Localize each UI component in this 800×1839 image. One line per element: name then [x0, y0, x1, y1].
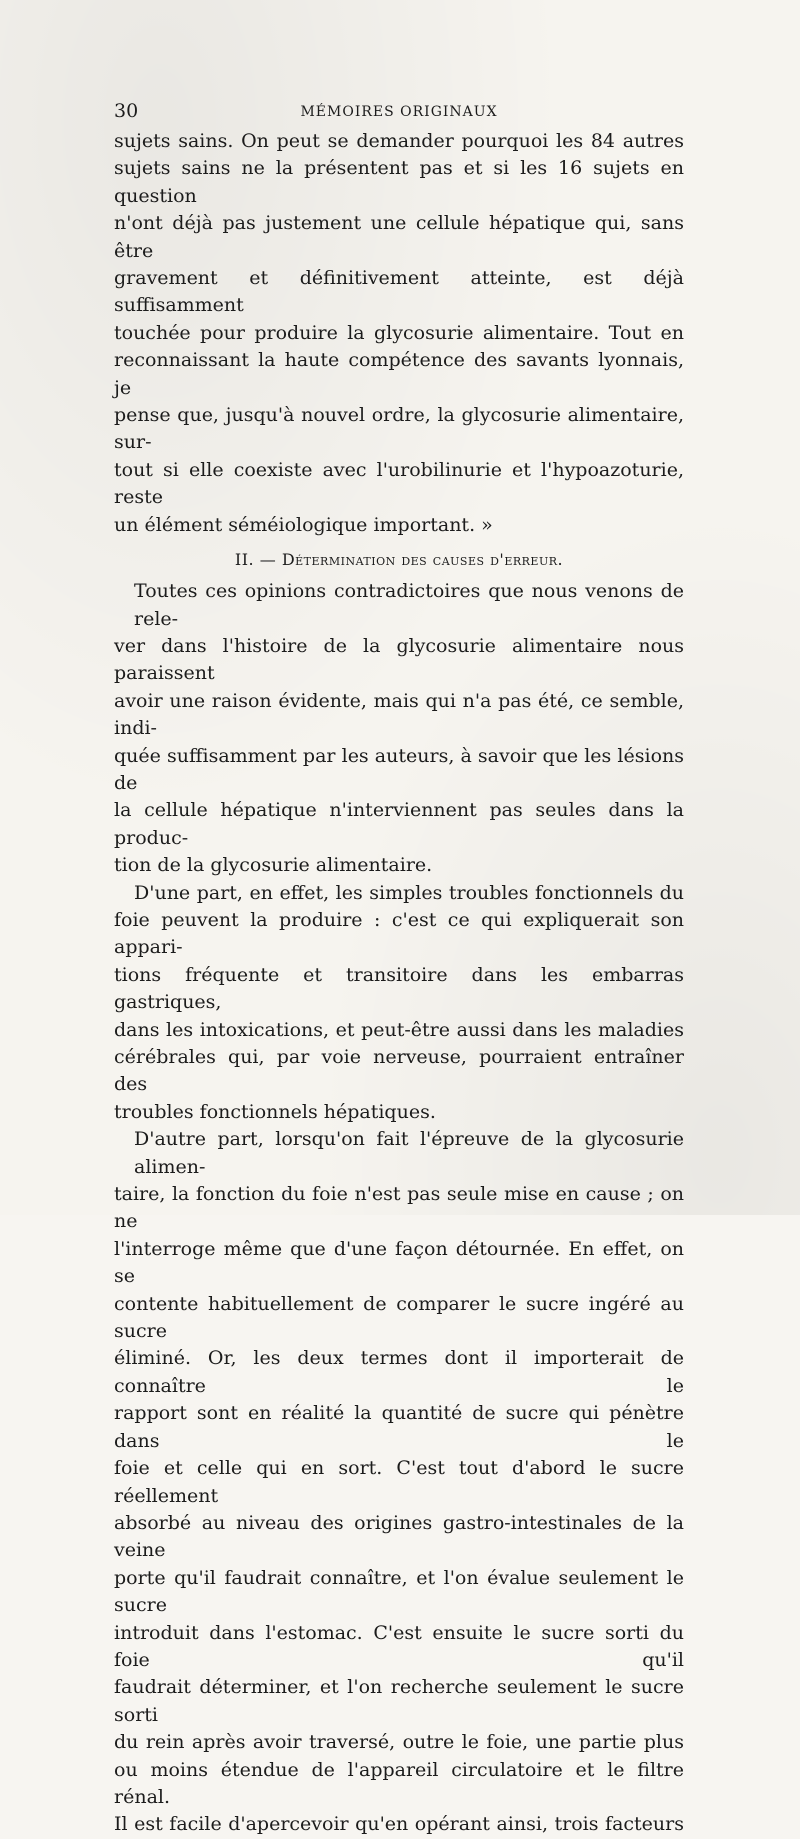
text-line: du rein après avoir traversé, outre le foie, une partie plus	[114, 1731, 684, 1754]
text-line: porte qu'il faudrait connaître, et l'on évalue seulement le sucre	[114, 1566, 684, 1617]
paragraph-opinions	[114, 578, 684, 879]
paragraph-continued	[114, 128, 684, 539]
text-line: sujets sains ne la présentent pas et si les 16 sujets en question	[114, 157, 684, 207]
paragraph-first-part	[114, 880, 684, 1127]
running-head	[114, 98, 684, 128]
page-number: 30	[114, 100, 139, 122]
section-number: II.	[234, 550, 255, 570]
text-block	[114, 98, 684, 1839]
text-line: rapport sont en réalité la quantité de sucre qui pénètre dans le	[114, 1402, 684, 1452]
text-line: n'ont déjà pas justement une cellule hépatique qui, sans être	[114, 212, 684, 262]
paragraph-second-part	[114, 1126, 684, 1839]
text-line: l'interroge même que d'une façon détournée. En effet, on se	[114, 1237, 684, 1288]
section-title: Détermination des causes d'erreur.	[281, 550, 564, 570]
text-line: faudrait déterminer, et l'on recherche seulement le sucre sorti	[114, 1676, 684, 1726]
text-line: tion de la glycosurie alimentaire.	[114, 854, 433, 877]
text-line: D'autre part, lorsqu'on fait l'épreuve de la glycosurie alimen-	[134, 1128, 684, 1178]
text-line: avoir une raison évidente, mais qui n'a pas été, ce semble, indi-	[114, 689, 684, 740]
text-line: touchée pour produire la glycosurie alimentaire. Tout en	[114, 321, 684, 344]
text-line: cérébrales qui, par voie nerveuse, pourraient entraîner des	[114, 1046, 684, 1096]
text-line: D'une part, en effet, les simples troubles fonctionnels du	[134, 881, 684, 904]
text-line: ou moins étendue de l'appareil circulatoire et le filtre rénal.	[114, 1758, 684, 1808]
text-line: sujets sains. On peut se demander pourquoi les 84 autres	[114, 130, 684, 152]
text-line: contente habituellement de comparer le sucre ingéré au sucre	[114, 1292, 684, 1343]
text-line: gravement et définitivement atteinte, est déjà suffisamment	[114, 267, 684, 317]
text-line: éliminé. Or, les deux termes dont il importerait de connaître le	[114, 1347, 684, 1397]
section-dash: —	[259, 550, 277, 570]
text-line: Il est facile d'apercevoir qu'en opérant ainsi, trois facteurs	[114, 1813, 684, 1836]
text-line: quée suffisamment par les auteurs, à savoir que les lésions de	[114, 744, 684, 794]
text-line: un élément séméiologique important. »	[114, 513, 493, 536]
text-line: reconnaissant la haute compétence des savants lyonnais, je	[114, 349, 684, 399]
text-line: ver dans l'histoire de la glycosurie alimentaire nous paraissent	[114, 634, 684, 685]
text-line: absorbé au niveau des origines gastro-intestinales de la veine	[114, 1511, 684, 1562]
text-line: tions fréquente et transitoire dans les embarras gastriques,	[114, 963, 684, 1014]
text-line: la cellule hépatique n'interviennent pas seules dans la produc-	[114, 799, 684, 849]
text-line: introduit dans l'estomac. C'est ensuite le sucre sorti du foie qu'il	[114, 1621, 684, 1671]
text-line: Toutes ces opinions contradictoires que nous venons de rele-	[134, 580, 684, 630]
text-line: dans les intoxications, et peut-être aussi dans les maladies	[114, 1018, 684, 1041]
running-title: MÉMOIRES ORIGINAUX	[300, 104, 498, 120]
text-line: taire, la fonction du foie n'est pas seule mise en cause ; on ne	[114, 1183, 684, 1233]
text-line: pense que, jusqu'à nouvel ordre, la glycosurie alimentaire, sur-	[114, 404, 684, 454]
text-line: foie peuvent la produire : c'est ce qui expliquerait son appari-	[114, 908, 684, 959]
section-heading	[114, 549, 684, 571]
text-line: troubles fonctionnels hépatiques.	[114, 1100, 436, 1123]
text-line: foie et celle qui en sort. C'est tout d'abord le sucre réellement	[114, 1457, 684, 1507]
text-line: tout si elle coexiste avec l'urobilinurie et l'hypoazoturie, reste	[114, 458, 684, 509]
